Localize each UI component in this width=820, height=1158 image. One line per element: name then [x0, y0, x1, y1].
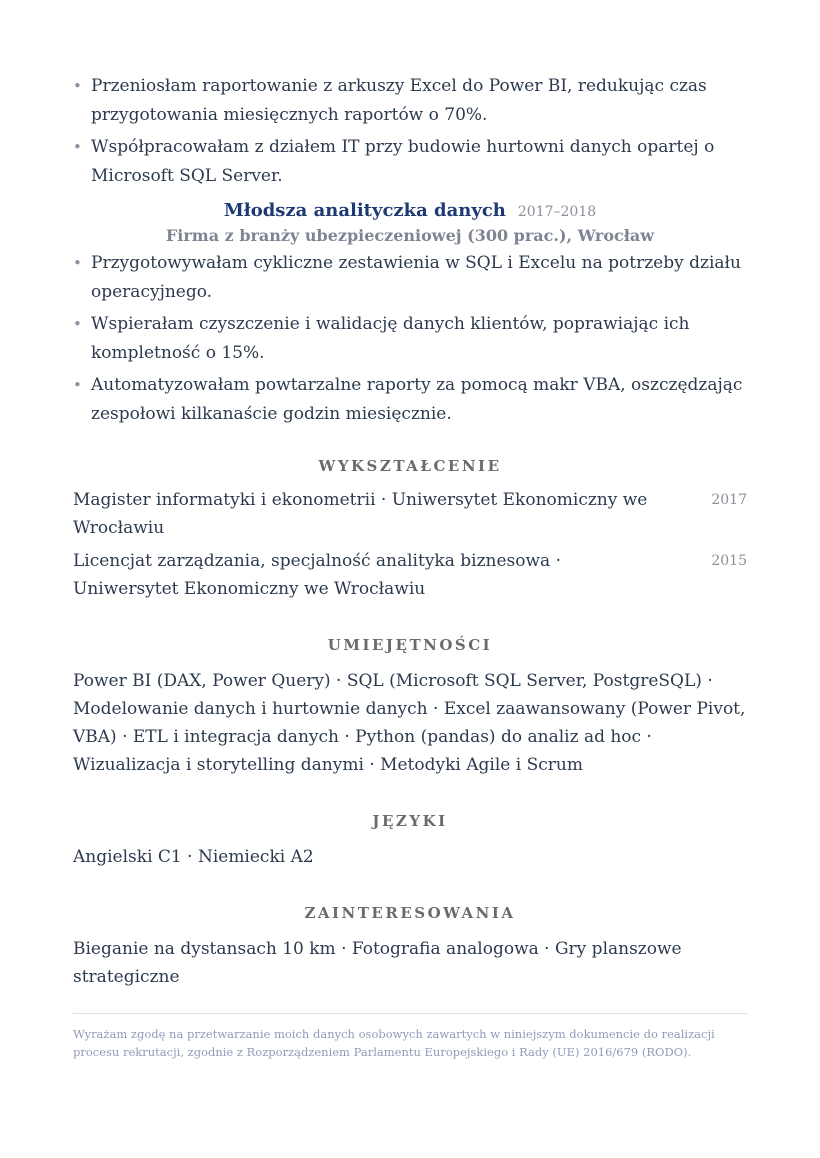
list-item: • Przygotowywałam cykliczne zestawienia w SQL i Excelu na potrzeby działu operacyjnego.: [73, 249, 747, 307]
interests-text: Bieganie na dystansach 10 km · Fotografia analogowa · Gry planszowe strategiczne: [73, 939, 682, 987]
job-company: Firma z branży ubezpieczeniowej (300 prac.), Wrocław: [165, 226, 655, 245]
education-entry: [73, 486, 747, 542]
languages-text: Angielski C1 · Niemiecki A2: [73, 847, 314, 867]
list-item: • Współpracowałam z działem IT przy budowie hurtowni danych opartej o Microsoft SQL Server.: [73, 133, 747, 191]
job-bullets: [73, 249, 747, 429]
skills-text: Power BI (DAX, Power Query) · SQL (Microsoft SQL Server, PostgreSQL) · Modelowanie danych i hurtownie danych · Excel zaawansowany (Power Pivot, VBA) · ETL i integracja danych · Python (pandas) do analiz ad hoc · Wizualizacja i storytelling danymi · Metodyki Agile i Scrum: [73, 671, 746, 775]
job-dates: 2017–2018: [517, 204, 597, 220]
job-title: Młodsza analityczka danych: [223, 200, 506, 221]
section-title-interests: ZAINTERESOWANIA: [304, 904, 516, 922]
education-entry: [73, 547, 747, 603]
education-year: 2015: [711, 553, 747, 569]
section-title-languages: JĘZYKI: [372, 812, 448, 830]
section-title-skills: UMIEJĘTNOŚCI: [327, 636, 493, 654]
experience-top-bullets: [73, 72, 747, 191]
education-list: [73, 486, 747, 603]
divider: [73, 1013, 747, 1014]
gdpr-consent: Wyrażam zgodę na przetwarzanie moich danych osobowych zawartych w niniejszym dokumencie do realizacji procesu rekrutacji, zgodnie z Rozporządzeniem Parlamentu Europejskiego i Rady (UE) 2016/679 (RODO).: [73, 1027, 715, 1059]
list-item: • Przeniosłam raportowanie z arkuszy Excel do Power BI, redukując czas przygotowania miesięcznych raportów o 70%.: [73, 72, 747, 130]
section-title-education: WYKSZTAŁCENIE: [318, 457, 502, 475]
list-item: • Automatyzowałam powtarzalne raporty za pomocą makr VBA, oszczędzając zespołowi kilkanaście godzin miesięcznie.: [73, 371, 747, 429]
education-text: Licencjat zarządzania, specjalność analityka biznesowa · Uniwersytet Ekonomiczny we Wrocławiu: [73, 551, 562, 599]
list-item: • Wspierałam czyszczenie i walidację danych klientów, poprawiając ich kompletność o 15%.: [73, 310, 747, 368]
cv-page: [73, 0, 747, 1061]
job-header: [73, 199, 747, 248]
education-year: 2017: [711, 492, 747, 508]
education-text: Magister informatyki i ekonometrii · Uniwersytet Ekonomiczny we Wrocławiu: [73, 490, 648, 538]
